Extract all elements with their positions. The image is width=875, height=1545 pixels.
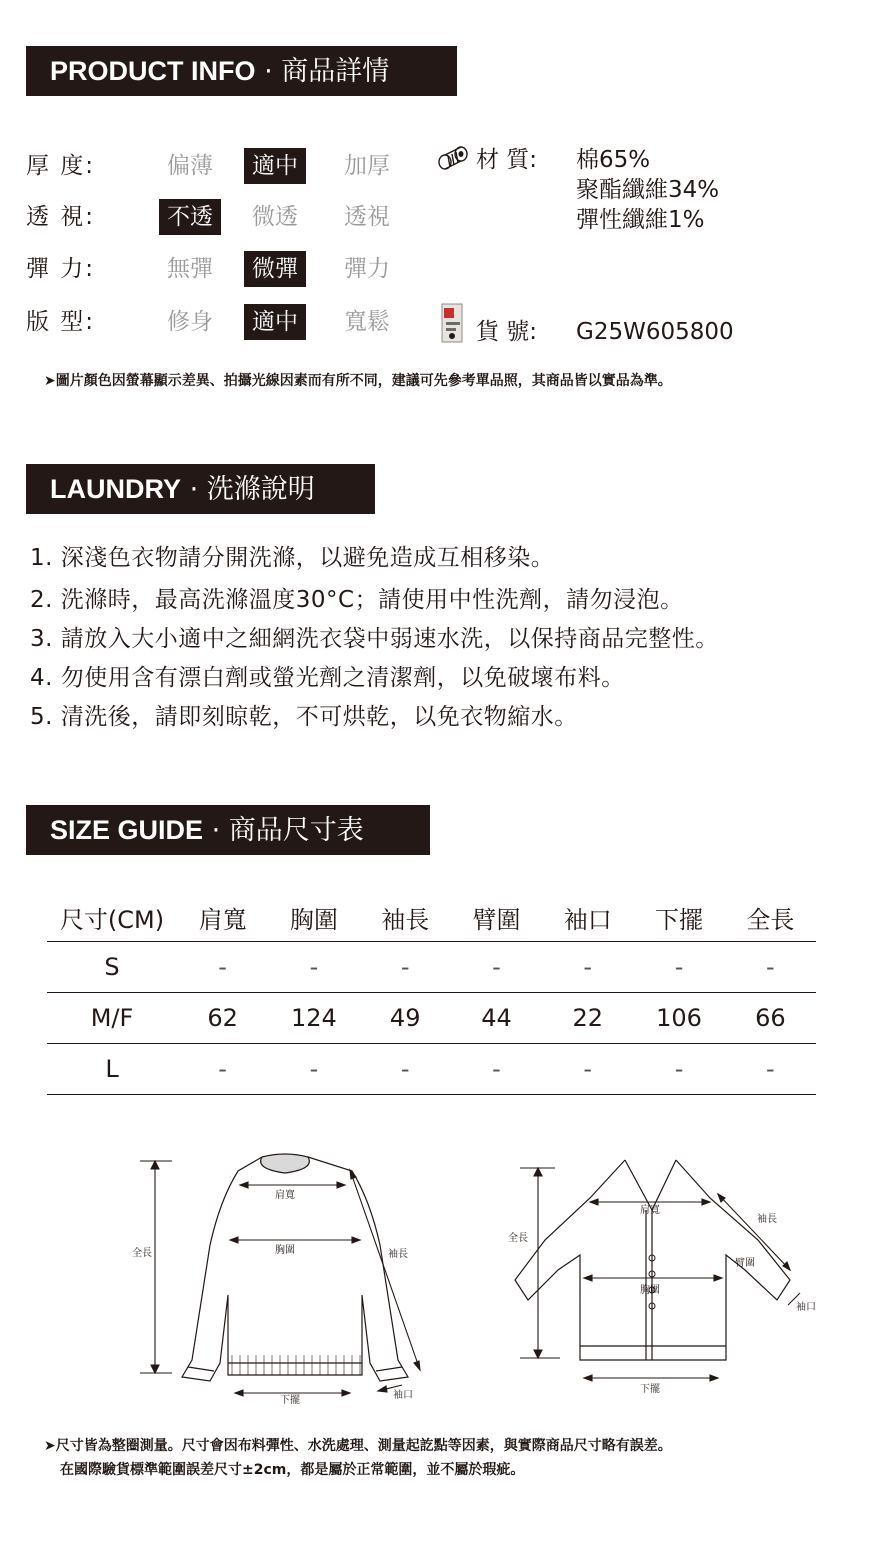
- sku-label: 貨 號:: [476, 319, 538, 345]
- attribute-option-selected: 適中: [244, 304, 306, 340]
- table-row: [47, 942, 816, 993]
- size-cell: -: [360, 942, 451, 993]
- size-cell: -: [268, 1044, 359, 1095]
- attribute-option: 彈力: [344, 256, 390, 282]
- laundry-header: [26, 464, 375, 514]
- attribute-option-selected: 不透: [159, 199, 221, 235]
- product-info-title-en: PRODUCT INFO: [50, 56, 256, 86]
- attribute-option-selected: 微彈: [244, 251, 306, 287]
- size-cell: -: [633, 1044, 724, 1095]
- size-table-header-row: [47, 893, 816, 942]
- shoulder-label: 肩寬: [275, 1190, 295, 1201]
- size-cell: M/F: [47, 993, 177, 1044]
- size-note-1: ➤尺寸皆為整圈測量。尺寸會因布料彈性、水洗處理、測量起訖點等因素，與實際商品尺寸略有誤差。: [44, 1438, 672, 1454]
- size-cell: -: [542, 1044, 633, 1095]
- size-cell: 49: [360, 993, 451, 1044]
- laundry-item-1: 1. 深淺色衣物請分開洗滌，以避免造成互相移染。: [30, 545, 555, 571]
- laundry-item-3: 3. 請放入大小適中之細網洗衣袋中弱速水洗，以保持商品完整性。: [30, 626, 719, 652]
- material-line-2: 聚酯纖維34%: [576, 177, 720, 203]
- chest-label: 胸圍: [275, 1245, 295, 1256]
- laundry-item-4: 4. 勿使用含有漂白劑或螢光劑之清潔劑，以免破壞布料。: [30, 665, 625, 691]
- laundry-title-zh: · 洗滌說明: [189, 474, 315, 505]
- size-cell: -: [177, 1044, 268, 1095]
- attribute-option: 透視: [344, 204, 390, 230]
- size-cell: -: [542, 942, 633, 993]
- tag-icon: [440, 300, 464, 344]
- size-cell: S: [47, 942, 177, 993]
- size-cell: 106: [633, 993, 724, 1044]
- size-cell: -: [177, 942, 268, 993]
- cardigan-shoulder-label: 肩寬: [640, 1205, 660, 1216]
- table-row: [47, 993, 816, 1044]
- size-guide-title-zh: · 商品尺寸表: [211, 815, 364, 846]
- cardigan-total-length-label: 全長: [508, 1233, 528, 1244]
- laundry-title-en: LAUNDRY: [50, 474, 181, 504]
- sweater-measure-diagram: [110, 1145, 440, 1410]
- attribute-label: 透 視:: [26, 204, 96, 230]
- size-col-header: 胸圍: [268, 893, 359, 942]
- size-cell: 62: [177, 993, 268, 1044]
- cardigan-arm-label: 臂圍: [735, 1258, 755, 1269]
- size-cell: 44: [451, 993, 542, 1044]
- cuff-label: 袖口: [393, 1390, 413, 1401]
- size-cell: -: [633, 942, 724, 993]
- size-note-2: 在國際驗貨標準範圍誤差尺寸±2cm，都是屬於正常範圍，並不屬於瑕疵。: [60, 1462, 525, 1478]
- attribute-option: 修身: [167, 309, 213, 335]
- size-cell: 22: [542, 993, 633, 1044]
- sku-value: G25W605800: [576, 319, 734, 345]
- cardigan-hem-label: 下擺: [640, 1384, 660, 1395]
- attribute-option-selected: 適中: [244, 148, 306, 184]
- size-table: [47, 893, 816, 1095]
- cardigan-cuff-label: 袖口: [796, 1302, 816, 1313]
- size-guide-title-en: SIZE GUIDE: [50, 815, 204, 845]
- material-line-1: 棉65%: [576, 147, 651, 173]
- size-col-header: 袖口: [542, 893, 633, 942]
- product-info-header: [26, 46, 457, 96]
- size-col-header: 臂圍: [451, 893, 542, 942]
- size-cell: -: [725, 942, 816, 993]
- size-col-header: 肩寬: [177, 893, 268, 942]
- size-cell: -: [725, 1044, 816, 1095]
- attribute-option: 寬鬆: [344, 309, 390, 335]
- size-cell: -: [360, 1044, 451, 1095]
- size-col-header: 袖長: [360, 893, 451, 942]
- attribute-option: 加厚: [344, 153, 390, 179]
- size-col-header: 全長: [725, 893, 816, 942]
- size-cell: -: [451, 1044, 542, 1095]
- size-cell: L: [47, 1044, 177, 1095]
- size-cell: -: [268, 942, 359, 993]
- yarn-spool-icon: [436, 144, 470, 172]
- size-col-header: 下擺: [633, 893, 724, 942]
- cardigan-measure-diagram: [500, 1150, 830, 1400]
- size-cell: -: [451, 942, 542, 993]
- laundry-item-2: 2. 洗滌時，最高洗滌溫度30°C；請使用中性洗劑，請勿浸泡。: [30, 587, 684, 613]
- table-row: [47, 1044, 816, 1095]
- material-line-3: 彈性纖維1%: [576, 207, 705, 233]
- cardigan-chest-label: 胸圍: [640, 1285, 660, 1296]
- size-col-header: 尺寸(CM): [47, 893, 177, 942]
- size-cell: 124: [268, 993, 359, 1044]
- sleeve-length-label: 袖長: [388, 1249, 408, 1260]
- product-note: ➤圖片顏色因螢幕顯示差異、拍攝光線因素而有所不同，建議可先參考單品照，其商品皆以實品為準。: [44, 373, 672, 389]
- laundry-item-5: 5. 清洗後，請即刻晾乾，不可烘乾，以免衣物縮水。: [30, 704, 578, 730]
- material-label: 材 質:: [476, 147, 538, 173]
- attribute-label: 版 型:: [26, 309, 96, 335]
- attribute-option: 微透: [252, 204, 298, 230]
- size-guide-header: [26, 805, 430, 855]
- attribute-label: 彈 力:: [26, 256, 96, 282]
- cardigan-sleeve-length-label: 袖長: [757, 1214, 777, 1225]
- total-length-label: 全長: [132, 1248, 152, 1259]
- hem-label: 下擺: [280, 1395, 300, 1406]
- product-info-title-zh: · 商品詳情: [264, 56, 390, 87]
- size-cell: 66: [725, 993, 816, 1044]
- attribute-label: 厚 度:: [26, 153, 96, 179]
- attribute-option: 無彈: [167, 256, 213, 282]
- attribute-option: 偏薄: [167, 153, 213, 179]
